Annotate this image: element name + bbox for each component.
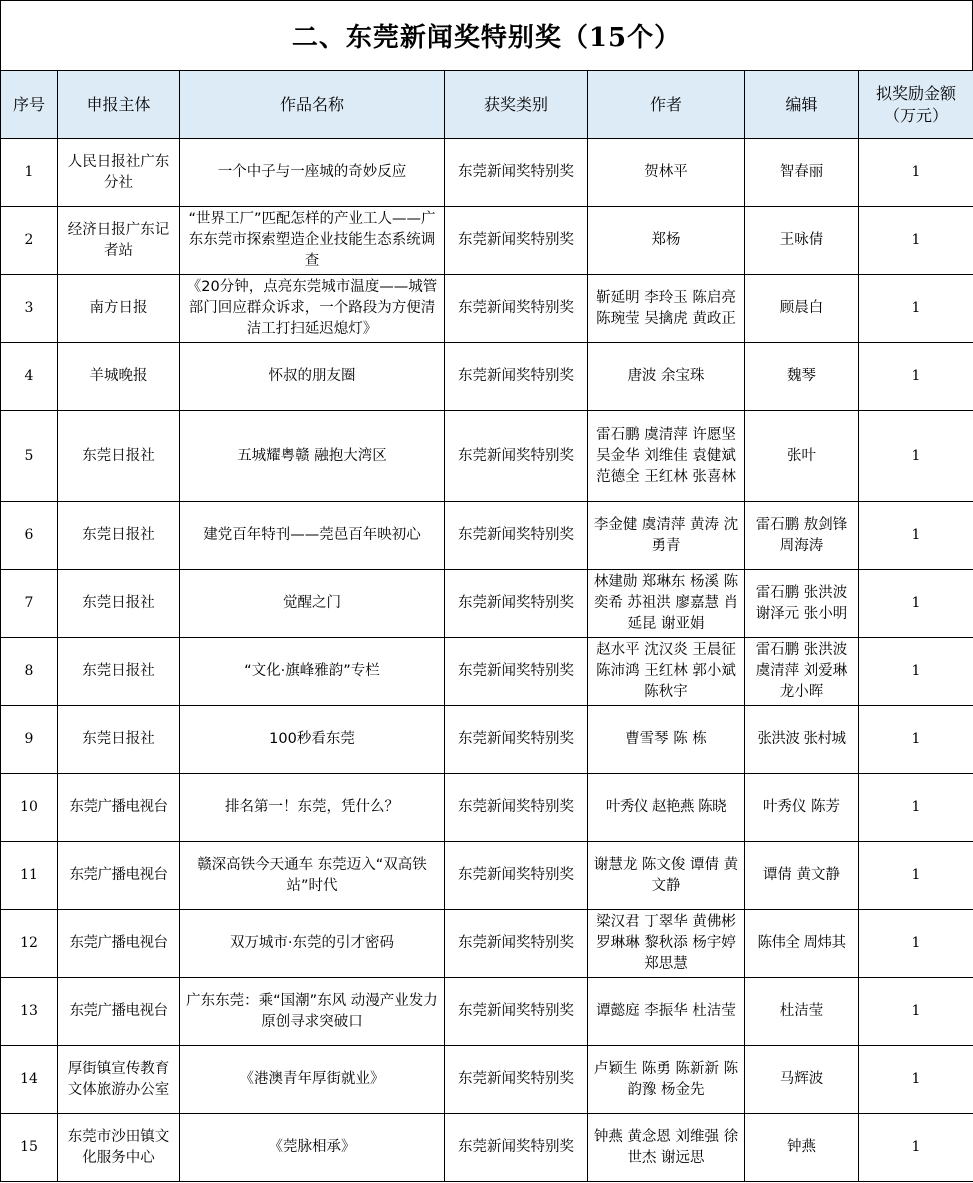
cell-editor: 魏琴 — [745, 343, 859, 411]
cell-amount: 1 — [859, 343, 973, 411]
cell-seq: 5 — [1, 411, 58, 502]
cell-entity: 东莞市沙田镇文化服务中心 — [58, 1114, 180, 1182]
cell-seq: 8 — [1, 638, 58, 706]
cell-category: 东莞新闻奖特别奖 — [445, 207, 588, 275]
table-row — [1, 275, 973, 343]
cell-author: 钟燕 黄念恩 刘维强 徐世杰 谢远思 — [588, 1114, 745, 1182]
cell-work: 100秒看东莞 — [180, 706, 445, 774]
cell-work: 双万城市·东莞的引才密码 — [180, 910, 445, 978]
cell-editor: 智春丽 — [745, 139, 859, 207]
cell-editor: 钟燕 — [745, 1114, 859, 1182]
table-row — [1, 343, 973, 411]
cell-work: 怀叔的朋友圈 — [180, 343, 445, 411]
cell-author: 李金健 虞清萍 黄涛 沈勇青 — [588, 502, 745, 570]
cell-editor: 陈伟全 周炜其 — [745, 910, 859, 978]
cell-editor: 马辉波 — [745, 1046, 859, 1114]
sheet-title: 二、东莞新闻奖特别奖（15个） — [0, 0, 973, 70]
cell-editor: 谭倩 黄文静 — [745, 842, 859, 910]
header-category: 获奖类别 — [445, 71, 588, 139]
cell-work: “世界工厂”匹配怎样的产业工人——广东东莞市探索塑造企业技能生态系统调查 — [180, 207, 445, 275]
cell-author: 赵水平 沈汉炎 王晨征 陈沛鸿 王红林 郭小斌 陈秋宇 — [588, 638, 745, 706]
table-row — [1, 570, 973, 638]
cell-category: 东莞新闻奖特别奖 — [445, 139, 588, 207]
cell-editor: 王咏倩 — [745, 207, 859, 275]
cell-seq: 2 — [1, 207, 58, 275]
cell-editor: 雷石鹏 张洪波 谢泽元 张小明 — [745, 570, 859, 638]
cell-entity: 东莞广播电视台 — [58, 978, 180, 1046]
header-amount: 拟奖励金额（万元） — [859, 71, 973, 139]
cell-category: 东莞新闻奖特别奖 — [445, 842, 588, 910]
cell-entity: 东莞广播电视台 — [58, 774, 180, 842]
cell-author: 林建勋 郑琳东 杨溪 陈奕希 苏祖洪 廖嘉慧 肖延昆 谢亚娟 — [588, 570, 745, 638]
cell-editor: 张洪波 张村城 — [745, 706, 859, 774]
cell-category: 东莞新闻奖特别奖 — [445, 343, 588, 411]
cell-amount: 1 — [859, 774, 973, 842]
cell-work: 一个中子与一座城的奇妙反应 — [180, 139, 445, 207]
cell-editor: 张叶 — [745, 411, 859, 502]
table-row — [1, 502, 973, 570]
header-row — [1, 71, 973, 139]
cell-work: 五城耀粤赣 融抱大湾区 — [180, 411, 445, 502]
table-row — [1, 978, 973, 1046]
award-table — [0, 70, 973, 1182]
cell-amount: 1 — [859, 275, 973, 343]
cell-entity: 东莞日报社 — [58, 411, 180, 502]
cell-author: 梁汉君 丁翠华 黄佛彬 罗琳琳 黎秋添 杨宇婷 郑思慧 — [588, 910, 745, 978]
cell-amount: 1 — [859, 1114, 973, 1182]
cell-editor: 杜洁莹 — [745, 978, 859, 1046]
cell-amount: 1 — [859, 978, 973, 1046]
table-row — [1, 638, 973, 706]
cell-amount: 1 — [859, 207, 973, 275]
cell-category: 东莞新闻奖特别奖 — [445, 502, 588, 570]
cell-work: 觉醒之门 — [180, 570, 445, 638]
header-editor: 编辑 — [745, 71, 859, 139]
cell-editor: 叶秀仪 陈芳 — [745, 774, 859, 842]
cell-category: 东莞新闻奖特别奖 — [445, 706, 588, 774]
cell-amount: 1 — [859, 139, 973, 207]
cell-entity: 南方日报 — [58, 275, 180, 343]
table-row — [1, 139, 973, 207]
cell-work: 排名第一！东莞，凭什么？ — [180, 774, 445, 842]
cell-work: “文化·旗峰雅韵”专栏 — [180, 638, 445, 706]
cell-work: 《港澳青年厚街就业》 — [180, 1046, 445, 1114]
cell-seq: 7 — [1, 570, 58, 638]
cell-amount: 1 — [859, 910, 973, 978]
table-row — [1, 842, 973, 910]
cell-author: 郑杨 — [588, 207, 745, 275]
cell-category: 东莞新闻奖特别奖 — [445, 638, 588, 706]
table-row — [1, 910, 973, 978]
cell-author: 叶秀仪 赵艳燕 陈晓 — [588, 774, 745, 842]
cell-category: 东莞新闻奖特别奖 — [445, 1046, 588, 1114]
cell-category: 东莞新闻奖特别奖 — [445, 774, 588, 842]
cell-author: 谭懿庭 李振华 杜洁莹 — [588, 978, 745, 1046]
cell-seq: 12 — [1, 910, 58, 978]
table-row — [1, 774, 973, 842]
cell-category: 东莞新闻奖特别奖 — [445, 910, 588, 978]
cell-category: 东莞新闻奖特别奖 — [445, 570, 588, 638]
cell-entity: 东莞日报社 — [58, 502, 180, 570]
cell-editor: 雷石鹏 张洪波 虞清萍 刘爱琳 龙小晖 — [745, 638, 859, 706]
cell-entity: 东莞广播电视台 — [58, 910, 180, 978]
cell-seq: 13 — [1, 978, 58, 1046]
cell-category: 东莞新闻奖特别奖 — [445, 978, 588, 1046]
header-seq: 序号 — [1, 71, 58, 139]
header-work: 作品名称 — [180, 71, 445, 139]
cell-work: 赣深高铁今天通车 东莞迈入“双高铁站”时代 — [180, 842, 445, 910]
cell-author: 贺林平 — [588, 139, 745, 207]
cell-category: 东莞新闻奖特别奖 — [445, 275, 588, 343]
cell-entity: 人民日报社广东分社 — [58, 139, 180, 207]
cell-author: 卢颖生 陈勇 陈新新 陈韵豫 杨金先 — [588, 1046, 745, 1114]
cell-entity: 东莞日报社 — [58, 638, 180, 706]
cell-amount: 1 — [859, 638, 973, 706]
cell-category: 东莞新闻奖特别奖 — [445, 1114, 588, 1182]
cell-seq: 6 — [1, 502, 58, 570]
cell-author: 唐波 余宝珠 — [588, 343, 745, 411]
cell-entity: 厚街镇宣传教育文体旅游办公室 — [58, 1046, 180, 1114]
cell-author: 曹雪琴 陈 栋 — [588, 706, 745, 774]
header-author: 作者 — [588, 71, 745, 139]
cell-amount: 1 — [859, 502, 973, 570]
table-row — [1, 1114, 973, 1182]
cell-editor: 顾晨白 — [745, 275, 859, 343]
cell-editor: 雷石鹏 敖剑锋 周海涛 — [745, 502, 859, 570]
cell-amount: 1 — [859, 1046, 973, 1114]
cell-entity: 东莞日报社 — [58, 706, 180, 774]
cell-amount: 1 — [859, 570, 973, 638]
table-row — [1, 207, 973, 275]
cell-entity: 经济日报广东记者站 — [58, 207, 180, 275]
table-row — [1, 411, 973, 502]
cell-amount: 1 — [859, 706, 973, 774]
cell-entity: 东莞广播电视台 — [58, 842, 180, 910]
cell-seq: 10 — [1, 774, 58, 842]
cell-work: 建党百年特刊——莞邑百年映初心 — [180, 502, 445, 570]
cell-seq: 14 — [1, 1046, 58, 1114]
header-entity: 申报主体 — [58, 71, 180, 139]
cell-amount: 1 — [859, 842, 973, 910]
cell-seq: 3 — [1, 275, 58, 343]
cell-work: 广东东莞：乘“国潮”东风 动漫产业发力原创寻求突破口 — [180, 978, 445, 1046]
cell-amount: 1 — [859, 411, 973, 502]
cell-seq: 9 — [1, 706, 58, 774]
table-row — [1, 1046, 973, 1114]
cell-entity: 东莞日报社 — [58, 570, 180, 638]
cell-author: 雷石鹏 虞清萍 许愿坚 吴金华 刘维佳 袁健斌 范德全 王红林 张喜林 — [588, 411, 745, 502]
cell-author: 谢慧龙 陈文俊 谭倩 黄文静 — [588, 842, 745, 910]
cell-category: 东莞新闻奖特别奖 — [445, 411, 588, 502]
cell-seq: 15 — [1, 1114, 58, 1182]
cell-seq: 11 — [1, 842, 58, 910]
cell-work: 《20分钟，点亮东莞城市温度——城管部门回应群众诉求，一个路段为方便清洁工打扫延迟熄灯》 — [180, 275, 445, 343]
table-row — [1, 706, 973, 774]
cell-author: 靳延明 李玲玉 陈启亮 陈琬莹 吴擒虎 黄政正 — [588, 275, 745, 343]
cell-seq: 4 — [1, 343, 58, 411]
cell-seq: 1 — [1, 139, 58, 207]
cell-work: 《莞脉相承》 — [180, 1114, 445, 1182]
cell-entity: 羊城晚报 — [58, 343, 180, 411]
